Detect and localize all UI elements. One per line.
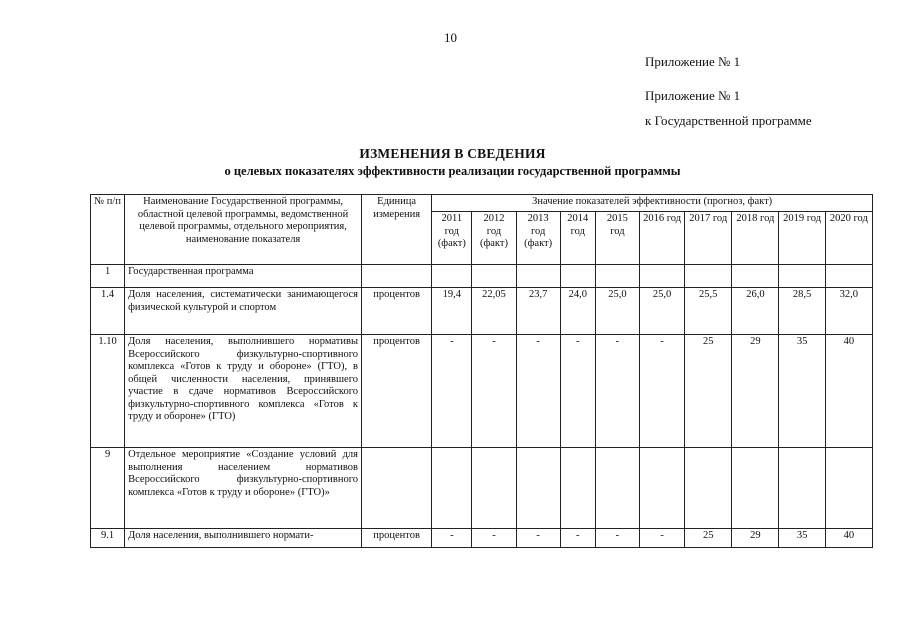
value-cell: 40 <box>825 335 872 448</box>
header-values-group-cell: Значение показателей эффективности (прогноз, факт) <box>432 195 873 212</box>
value-cell <box>825 448 872 529</box>
value-cell: - <box>516 335 560 448</box>
value-cell: 25,0 <box>639 288 684 335</box>
value-cell: 25,0 <box>595 288 639 335</box>
value-cell: 19,4 <box>432 288 472 335</box>
value-cell <box>732 448 779 529</box>
value-cell: 40 <box>825 529 872 548</box>
header-year-cell: 2011 год (факт) <box>432 212 472 265</box>
header-name-cell: Наименование Государственной программы, областной целевой программы, ведомственной целевой программы, отдельного мероприятия, наименование показателя <box>125 195 362 265</box>
header-num-cell: № п/п <box>91 195 125 265</box>
value-cell <box>779 448 825 529</box>
value-cell: - <box>472 335 516 448</box>
header-year-cell: 2014 год <box>560 212 595 265</box>
row-unit-cell: процентов <box>362 529 432 548</box>
value-cell: - <box>595 335 639 448</box>
row-name-cell: Отдельное мероприятие «Создание условий для выполнения населением нормативов Всероссийского физкультурно-спортивного комплекса «Готов к труду и обороне» (ГТО)» <box>125 448 362 529</box>
value-cell: 29 <box>732 335 779 448</box>
value-cell <box>472 265 516 288</box>
document-subtitle: о целевых показателях эффективности реализации государственной программы <box>224 164 681 178</box>
value-cell <box>685 265 732 288</box>
value-cell <box>516 448 560 529</box>
value-cell: - <box>432 335 472 448</box>
row-unit-cell: процентов <box>362 335 432 448</box>
header-year-cell: 2016 год <box>639 212 684 265</box>
value-cell <box>779 265 825 288</box>
value-cell: - <box>432 529 472 548</box>
value-cell: 26,0 <box>732 288 779 335</box>
value-cell: - <box>560 529 595 548</box>
table-row <box>91 529 873 548</box>
table-row <box>91 335 873 448</box>
value-cell <box>685 448 732 529</box>
appendix-label: Приложение № 1 <box>645 54 741 69</box>
value-cell <box>516 265 560 288</box>
value-cell: 23,7 <box>516 288 560 335</box>
value-cell: 25 <box>685 335 732 448</box>
header-unit-cell: Единица измерения <box>362 195 432 265</box>
header-year-cell: 2012 год (факт) <box>472 212 516 265</box>
header-year-cell: 2015 год <box>595 212 639 265</box>
value-cell: - <box>595 529 639 548</box>
value-cell <box>639 448 684 529</box>
value-cell: - <box>516 529 560 548</box>
row-name-cell: Доля населения, систематически занимающегося физической культурой и спортом <box>125 288 362 335</box>
value-cell <box>432 265 472 288</box>
header-year-cell: 2019 год <box>779 212 825 265</box>
value-cell: 22,05 <box>472 288 516 335</box>
row-unit-cell <box>362 448 432 529</box>
value-cell <box>595 448 639 529</box>
value-cell <box>595 265 639 288</box>
indicators-table <box>90 194 873 548</box>
value-cell: 29 <box>732 529 779 548</box>
value-cell <box>560 265 595 288</box>
appendix-program-reference: к Государственной программе <box>645 113 812 128</box>
row-num-cell: 1.10 <box>91 335 125 448</box>
value-cell <box>472 448 516 529</box>
row-num-cell: 9.1 <box>91 529 125 548</box>
value-cell <box>432 448 472 529</box>
row-name-cell: Доля населения, выполнившего нормати- <box>125 529 362 548</box>
table-row <box>91 265 873 288</box>
value-cell: 35 <box>779 335 825 448</box>
header-year-cell: 2018 год <box>732 212 779 265</box>
value-cell: - <box>639 335 684 448</box>
value-cell: 35 <box>779 529 825 548</box>
row-unit-cell: процентов <box>362 288 432 335</box>
value-cell: - <box>472 529 516 548</box>
row-name-cell: Доля населения, выполнившего нормативы Всероссийского физкультурно-спортивного комплекса «Готов к труду и обороне» (ГТО), в общей численности населения, принявшего участие в сдаче нормативов Всероссийского физкультурно-спортивного комплекса «Готов к труду и обороне» (ГТО) <box>125 335 362 448</box>
table-row <box>91 448 873 529</box>
row-name-cell: Государственная программа <box>125 265 362 288</box>
value-cell <box>732 265 779 288</box>
table-header-row-1 <box>91 195 873 212</box>
value-cell: 28,5 <box>779 288 825 335</box>
value-cell: 25,5 <box>685 288 732 335</box>
row-num-cell: 1 <box>91 265 125 288</box>
row-num-cell: 9 <box>91 448 125 529</box>
value-cell: - <box>560 335 595 448</box>
table-row <box>91 288 873 335</box>
value-cell <box>825 265 872 288</box>
row-num-cell: 1.4 <box>91 288 125 335</box>
header-year-cell: 2020 год <box>825 212 872 265</box>
header-year-cell: 2017 год <box>685 212 732 265</box>
value-cell <box>560 448 595 529</box>
header-year-cell: 2013 год (факт) <box>516 212 560 265</box>
row-unit-cell <box>362 265 432 288</box>
page-number: 10 <box>444 30 457 45</box>
value-cell: 32,0 <box>825 288 872 335</box>
value-cell <box>639 265 684 288</box>
document-title: ИЗМЕНЕНИЯ В СВЕДЕНИЯ <box>359 146 546 161</box>
value-cell: 24,0 <box>560 288 595 335</box>
appendix-label-repeat: Приложение № 1 <box>645 88 741 103</box>
value-cell: 25 <box>685 529 732 548</box>
value-cell: - <box>639 529 684 548</box>
